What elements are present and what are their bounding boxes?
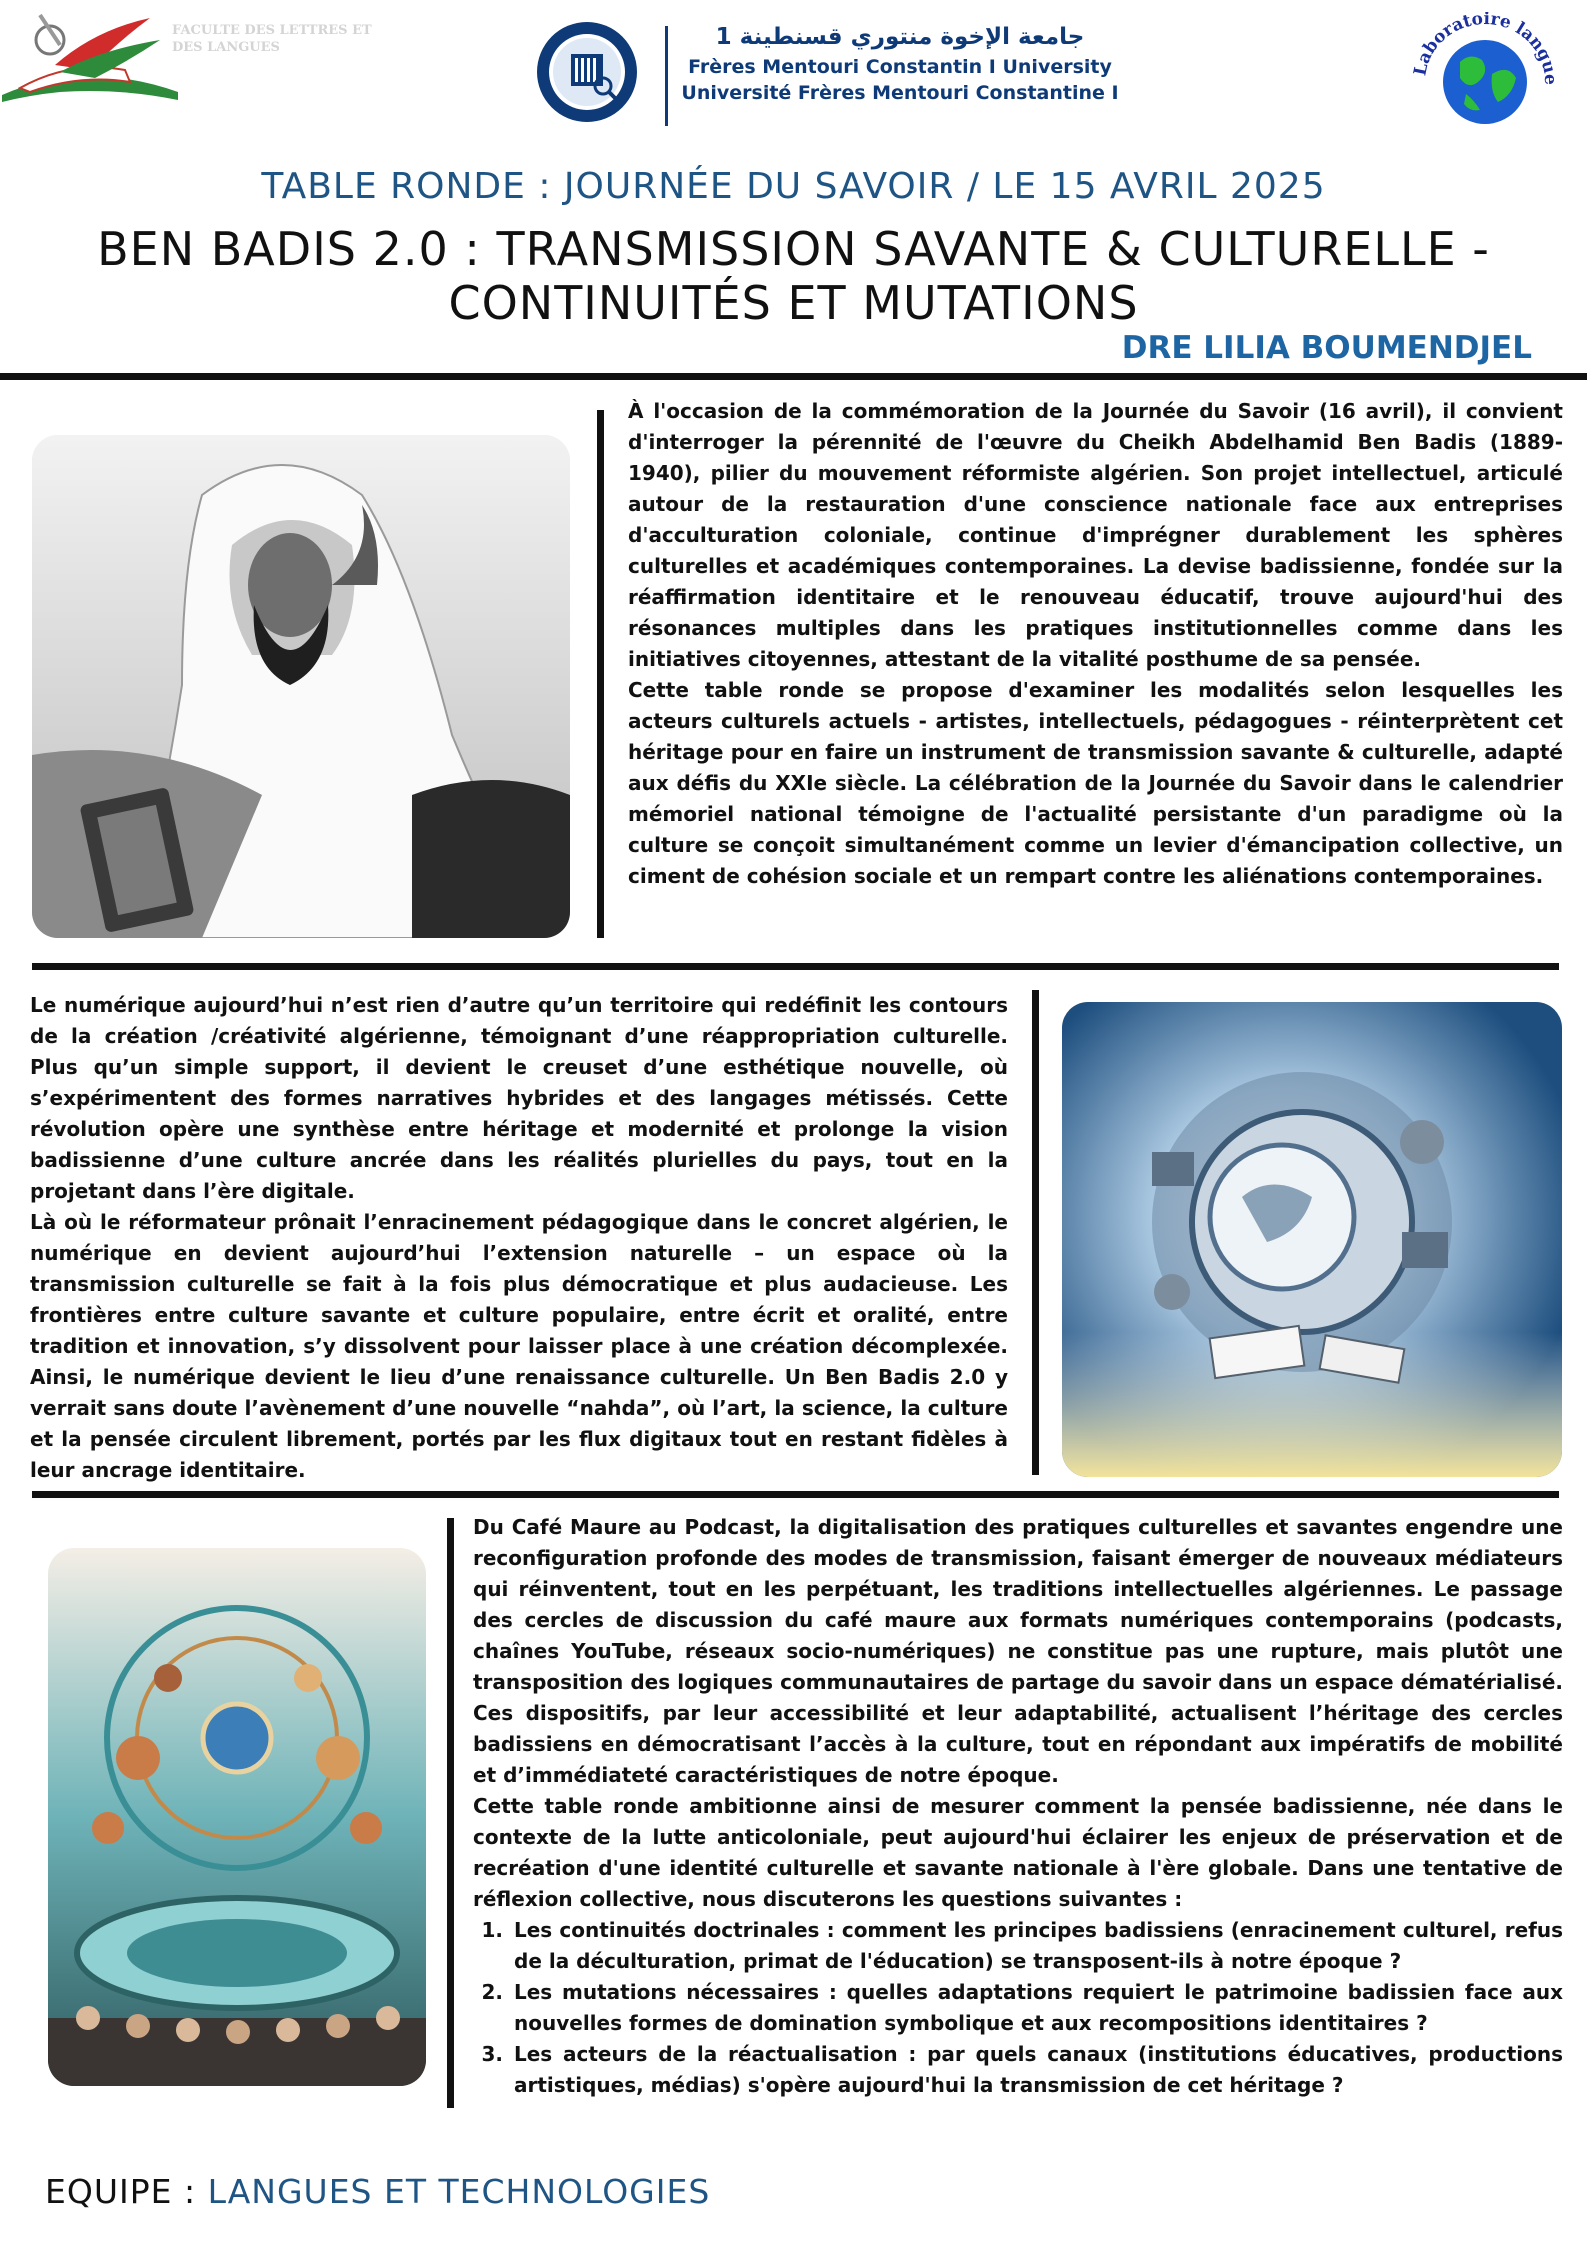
main-title (40, 222, 1547, 330)
section3-paragraph-1: Du Café Maure au Podcast, la digitalisation des pratiques culturelles et savantes engendre une reconfiguration profonde des modes de transmission, faisant émerger de nouveaux médiateurs qui réinventent, tout en les perpétuant, les traditions intellectuelles algériennes. Le passage des cercles de discussion du café maure aux formats numériques contemporains (podcasts, chaînes YouTube, réseaux socio-numériques) ne constitue pas une rupture, mais plutôt une transposition des logiques communautaires de partage du savoir dans un espace dématérialisé. Ces dispositifs, par leur accessibilité et leur adaptabilité, actualisent l’héritage des cercles badissiens en démocratisant l’accès à la culture, tout en répondant aux impératifs de mobilité et d’immédiateté caractéristiques de notre époque. (473, 1515, 1563, 1787)
university-seal-logo (535, 20, 640, 125)
faculty-name: FACULTE DES LETTRES ET DES LANGUES (172, 23, 372, 55)
divider-vertical-2 (1032, 990, 1039, 1475)
ben-badis-portrait (32, 435, 570, 938)
question-item-2: 2. Les mutations nécessaires : quelles adaptations requiert le patrimoine badissien face aux nouvelles formes de domination symbolique et aux recompositions identitaires ? (510, 1977, 1563, 2039)
round-table-illustration (48, 1548, 426, 2086)
team-footer (45, 2172, 710, 2211)
university-divider (665, 26, 668, 126)
section3-paragraph-2: Cette table ronde ambitionne ainsi de mesurer comment la pensée badissienne, née dans le contexte de la lutte anticoloniale, peut aujourd'hui éclairer les enjeux de préservation et de recréation d'une identité culturelle et savante nationale à l'ère globale. Dans une tentative de réflexion collective, nous discuterons les questions suivantes : (473, 1794, 1563, 1911)
university-names (665, 20, 1135, 106)
university-name-fr: Université Frères Mentouri Constantine I (681, 82, 1119, 104)
university-name-ar: جامعة الإخوة منتوري قسنطينة 1 (715, 24, 1085, 50)
digital-world-illustration (1062, 1002, 1562, 1477)
team-name: LANGUES ET TECHNOLOGIES (207, 2172, 711, 2211)
section2-paragraph-1: Le numérique aujourd’hui n’est rien d’autre qu’un territoire qui redéfinit les contours de la création /créativité algérienne, témoignant d’une réappropriation culturelle. Plus qu’un simple support, il devient le creuset d’une esthétique nouvelle, où s’expérimentent des formes narratives hybrides et des langages métissés. Cette révolution opère une synthèse entre héritage et modernité et prolonge la vision badissienne d’une culture ancrée dans les réalités plurielles du pays, tout en la projetant dans l’ère digitale. (30, 993, 1008, 1203)
divider-top (0, 373, 1587, 380)
questions-list (473, 1915, 1563, 2101)
author-name: DRE LILIA BOUMENDJEL (1121, 330, 1532, 366)
main-title-line2: CONTINUITÉS ET MUTATIONS (448, 276, 1139, 330)
laboratory-logo (1400, 12, 1570, 142)
faculty-logo (0, 0, 185, 105)
section1-paragraph-1: À l'occasion de la commémoration de la Journée du Savoir (16 avril), il convient d'interroger la pérennité de l'œuvre du Cheikh Abdelhamid Ben Badis (1889-1940), pilier du mouvement réformiste algérien. Son projet intellectuel, articulé autour de la restauration d'une conscience nationale face aux entreprises d'acculturation coloniale, continue d'imprégner durablement les sphères culturelles et académiques contemporaines. La devise badissienne, fondée sur la réaffirmation identitaire et le renouveau éducatif, trouve aujourd'hui des résonances multiples dans les pratiques institutionnelles comme dans les initiatives citoyennes, attestant de la vitalité posthume de sa pensée. (628, 399, 1563, 671)
event-line: TABLE RONDE : JOURNÉE DU SAVOIR / LE 15 AVRIL 2025 (261, 166, 1326, 207)
main-title-line1: BEN BADIS 2.0 : TRANSMISSION SAVANTE & CULTURELLE - (97, 222, 1490, 276)
section3-text (473, 1512, 1563, 2101)
team-label: EQUIPE : (45, 2172, 208, 2211)
divider-vertical-3 (447, 1518, 454, 2108)
section1-text (628, 396, 1563, 892)
divider-section-1 (32, 963, 1559, 970)
question-item-3: 3. Les acteurs de la réactualisation : par quels canaux (institutions éducatives, productions artistiques, médias) s'opère aujourd'hui la transmission de cet héritage ? (510, 2039, 1563, 2101)
divider-vertical-1 (597, 410, 604, 938)
section2-text (30, 990, 1008, 1486)
section2-paragraph-2: Là où le réformateur prônait l’enracinement pédagogique dans le concret algérien, le numérique en devient aujourd’hui l’extension naturelle – un espace où la transmission culturelle se fait à la fois plus démocratique et plus audacieuse. Les frontières entre culture savante et culture populaire, entre écrit et oralité, entre tradition et innovation, s’y dissolvent pour laisser place à une création décomplexée. Ainsi, le numérique devient le lieu d’une renaissance culturelle. Un Ben Badis 2.0 y verrait sans doute l’avènement d’une nouvelle “nahda”, où l’art, la science, la culture et la pensée circulent librement, portés par les flux digitaux tout en restant fidèles à leur ancrage identitaire. (30, 1210, 1008, 1482)
university-name-en: Frères Mentouri Constantin I University (688, 56, 1112, 78)
section1-paragraph-2: Cette table ronde se propose d'examiner les modalités selon lesquelles les acteurs culturels actuels - artistes, intellectuels, pédagogues - réinterprètent cet héritage pour en faire un instrument de transmission savante & culturelle, adapté aux défis du XXIe siècle. La célébration de la Journée du Savoir dans le calendrier mémoriel national témoigne de l'actualité persistante d'un paradigme où la culture se conçoit simultanément comme un levier d'émancipation collective, un ciment de cohésion sociale et un rempart contre les aliénations contemporaines. (628, 678, 1563, 888)
divider-section-2 (32, 1491, 1559, 1498)
lab-arc-text: Laboratoire langue (1410, 12, 1561, 86)
question-item-1: 1. Les continuités doctrinales : comment les principes badissiens (enracinement culturel, refus de la déculturation, primat de l'éducation) se transposent-ils à notre époque ? (510, 1915, 1563, 1977)
